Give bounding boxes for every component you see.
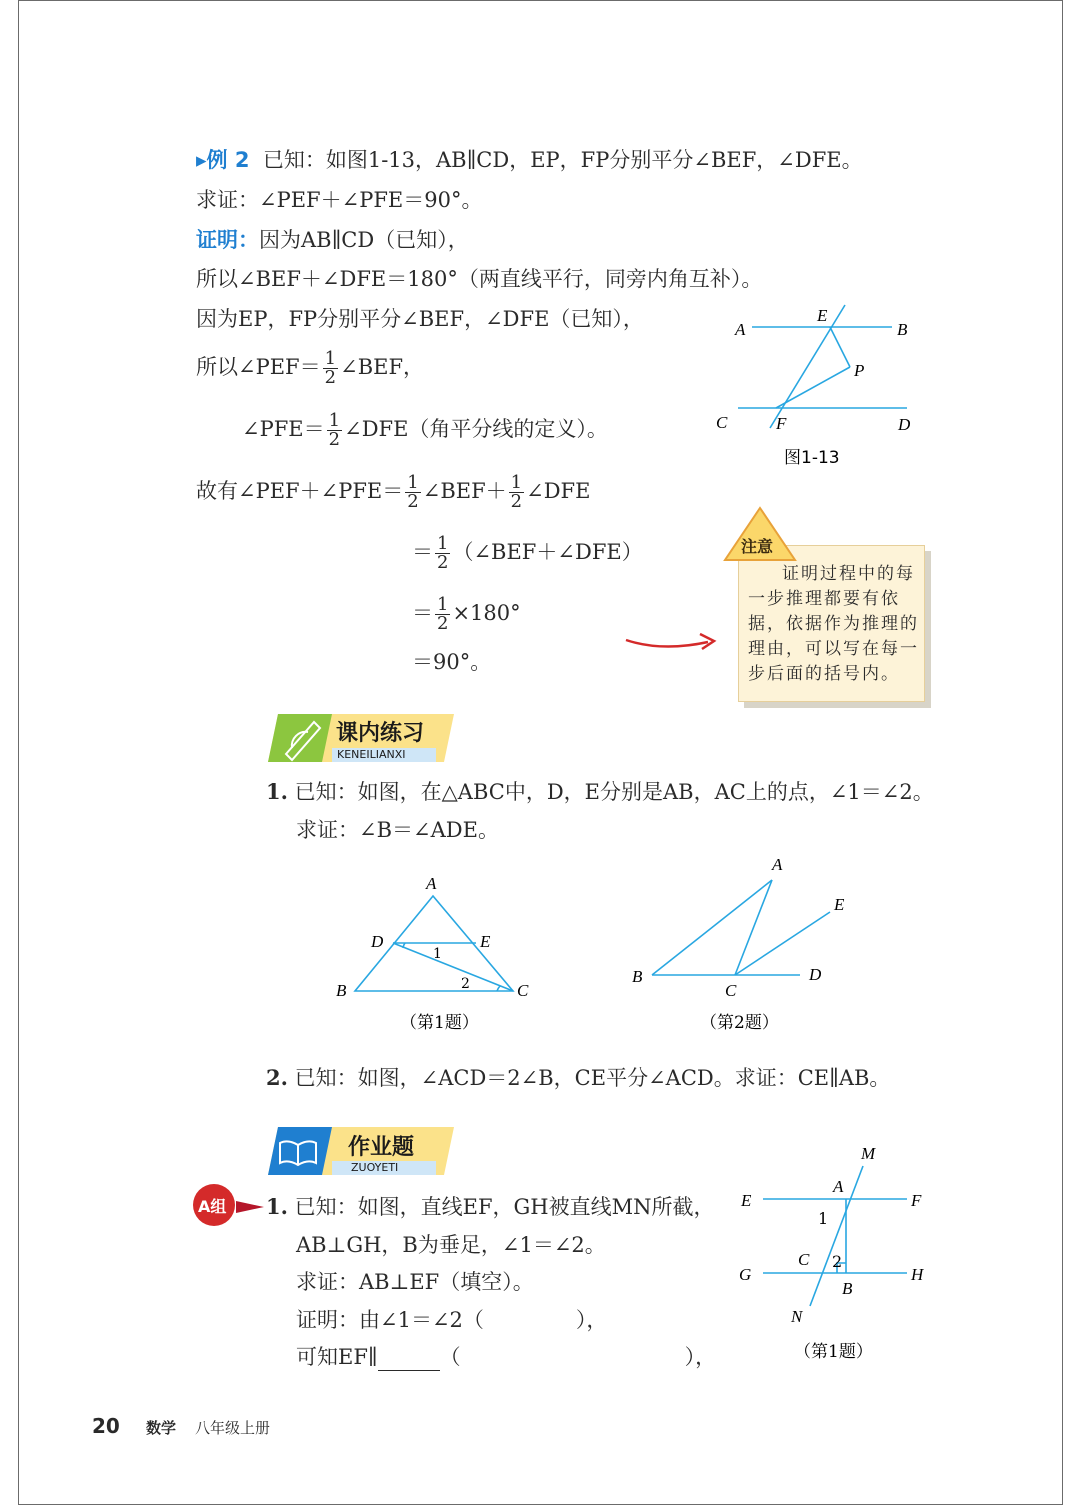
proof-text-1: 因为AB∥CD（已知），	[259, 228, 469, 252]
fraction-half: $\frac{1}{2}$	[407, 472, 419, 512]
note-title: 注意	[741, 537, 774, 556]
label-e: E	[480, 932, 491, 951]
angle-1-label: 1	[433, 946, 442, 962]
label-d: D	[809, 965, 822, 984]
label-e: E	[834, 895, 845, 914]
label-b: B	[632, 967, 643, 986]
practice-title: 课内练习	[336, 721, 425, 746]
angle-2-label: 2	[832, 1252, 843, 1271]
label-p: P	[854, 361, 865, 380]
conclusion-close: ），	[684, 1345, 717, 1369]
practice-q1-num: 1.	[266, 779, 288, 804]
label-a: A	[426, 874, 437, 893]
homework-title: 作业题	[348, 1135, 415, 1160]
homework-q1-line5	[296, 1343, 716, 1371]
angle-2-label: 2	[461, 976, 470, 992]
proof-5b: ∠DFE（角平分线的定义）。	[344, 417, 608, 441]
proof-7a: ＝	[412, 540, 433, 564]
page-number: 20	[92, 1414, 120, 1438]
fraction-half: $\frac{1}{2}$	[437, 594, 449, 634]
label-e: E	[741, 1191, 752, 1210]
proof-5a: ∠PFE＝	[242, 417, 325, 441]
practice-q2-text: 已知：如图，∠ACD＝2∠B，CE平分∠ACD。求证：CE∥AB。	[294, 1066, 891, 1090]
homework-q1-line4	[296, 1306, 607, 1334]
homework-q1-num: 1.	[266, 1194, 288, 1219]
proof-line-1	[196, 226, 469, 254]
fraction-half: $\frac{1}{2}$	[324, 348, 337, 388]
proof-8b: ×180°	[452, 601, 521, 625]
proof-6a: 故有∠PEF＋∠PFE＝	[196, 479, 404, 503]
pointer-arrow-icon	[622, 628, 722, 658]
label-c: C	[517, 981, 529, 1000]
fraction-half: $\frac{1}{2}$	[328, 410, 341, 450]
footer-grade: 八年级上册	[195, 1419, 271, 1437]
fraction-half: $\frac{1}{2}$	[510, 472, 523, 512]
label-d: D	[898, 415, 911, 434]
label-n: N	[791, 1307, 803, 1326]
proof-reason-start: 证明：由∠1＝∠2（	[296, 1308, 484, 1332]
practice-subtitle: KENEILIANXI	[337, 748, 406, 761]
example-prove: 求证：∠PEF＋∠PFE＝90°。	[196, 188, 483, 212]
homework-q1-line3: 求证：AB⊥EF（填空）。	[296, 1270, 534, 1294]
example-given: 已知：如图1-13，AB∥CD，EP，FP分别平分∠BEF，∠DFE。	[262, 148, 863, 172]
label-d: D	[371, 932, 384, 951]
proof-line-9: ＝90°。	[412, 650, 492, 674]
practice-figure-1	[330, 870, 540, 1040]
practice-q1-prove: 求证：∠B＝∠ADE。	[296, 818, 499, 842]
segment-dc	[393, 943, 513, 991]
homework-q1-text: 已知：如图，直线EF，GH被直线MN所截，	[294, 1195, 715, 1219]
proof-label: 证明：	[196, 228, 259, 252]
homework-figure-1	[730, 1140, 940, 1370]
fraction-half: $\frac{1}{2}$	[437, 533, 449, 573]
group-a-label: A组	[198, 1197, 227, 1216]
figure-caption: （第1题）	[400, 1013, 479, 1033]
figure-caption: 图1-13	[784, 448, 840, 468]
parallel-line-blank[interactable]	[378, 1350, 440, 1371]
label-b: B	[336, 981, 347, 1000]
note-text: 证明过程中的每一步推理都要有依据，依据作为推理的理由，可以写在每一步后面的括号内。	[748, 564, 919, 684]
practice-q1	[266, 778, 934, 806]
proof-8a: ＝	[412, 601, 433, 625]
example-given-line	[196, 146, 863, 174]
proof-6c: ∠DFE	[526, 479, 591, 503]
practice-q1-text: 已知：如图，在△ABC中，D，E分别是AB，AC上的点，∠1＝∠2。	[294, 780, 934, 804]
label-b: B	[842, 1279, 853, 1298]
label-c: C	[716, 413, 728, 432]
proof-4a: 所以∠PEF＝	[196, 355, 321, 379]
proof-reason-end: ），	[575, 1308, 608, 1332]
proof-line-2: 所以∠BEF＋∠DFE＝180°（两直线平行，同旁内角互补）。	[196, 267, 763, 291]
proof-line-5	[242, 412, 608, 449]
figure-caption: （第2题）	[700, 1013, 779, 1033]
label-c: C	[725, 981, 737, 1000]
label-h: H	[911, 1265, 924, 1284]
label-b: B	[897, 320, 908, 339]
label-a: A	[772, 855, 783, 874]
line-ef-transversal	[770, 305, 845, 428]
homework-q1-line2: AB⊥GH，B为垂足，∠1＝∠2。	[296, 1233, 606, 1257]
label-m: M	[861, 1144, 876, 1163]
label-g: G	[739, 1265, 752, 1284]
homework-subtitle: ZUOYETI	[351, 1161, 399, 1174]
proof-line-8	[412, 596, 521, 633]
footer-subject: 数学	[146, 1419, 177, 1437]
example-tag: ▸例 2	[196, 148, 250, 172]
proof-line-6	[196, 474, 590, 511]
label-c: C	[798, 1250, 810, 1269]
practice-q2	[266, 1064, 890, 1092]
proof-6b: ∠BEF＋	[422, 479, 507, 503]
proof-4b: ∠BEF，	[340, 355, 425, 379]
proof-7b: （∠BEF＋∠DFE）	[452, 540, 643, 564]
label-a: A	[833, 1177, 844, 1196]
proof-line-7	[412, 535, 643, 572]
homework-q1	[266, 1193, 715, 1221]
proof-line-4	[196, 350, 424, 387]
label-a: A	[735, 320, 746, 339]
angle-1-label: 1	[818, 1209, 829, 1228]
practice-q2-num: 2.	[266, 1065, 288, 1090]
segment-ep	[830, 327, 850, 367]
conclusion-start: 可知EF∥	[296, 1345, 378, 1369]
proof-line-3: 因为EP，FP分别平分∠BEF，∠DFE（已知），	[196, 307, 644, 331]
label-f: F	[776, 414, 787, 433]
practice-figure-2	[620, 850, 870, 1040]
segment-fp	[776, 367, 850, 408]
label-e: E	[817, 306, 828, 325]
label-f: F	[911, 1191, 922, 1210]
conclusion-open: （	[439, 1345, 461, 1369]
figure-caption: （第1题）	[794, 1342, 873, 1362]
figure-1-13	[700, 295, 930, 475]
